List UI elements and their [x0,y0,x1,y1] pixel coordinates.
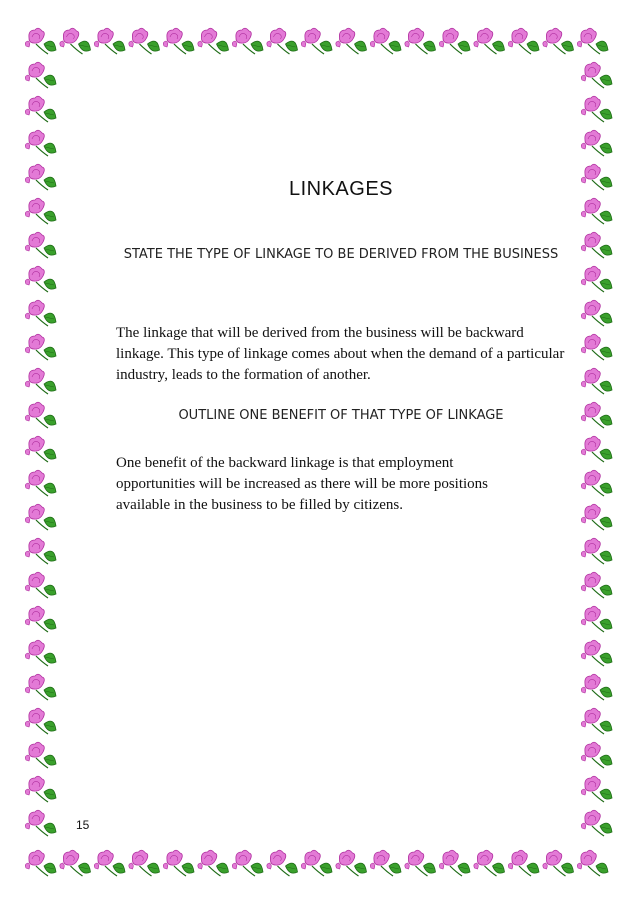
rose-icon [581,606,612,632]
rose-icon [25,130,56,156]
rose-icon [267,850,298,876]
section1-paragraph: The linkage that will be derived from the business will be backward linkage. This type of linkage comes about when the demand of a particular industry, leads to the formation of another. [116,325,565,383]
rose-icon [581,708,612,734]
rose-icon [25,606,56,632]
page-number: 15 [76,818,90,832]
rose-icon [25,368,56,394]
rose-icon [301,850,332,876]
rose-icon [577,850,608,876]
rose-icon [25,572,56,598]
rose-icon [581,470,612,496]
rose-icon [25,96,56,122]
rose-icon [267,28,298,54]
rose-icon [163,850,194,876]
rose-icon [25,640,56,666]
rose-icon [232,28,263,54]
rose-icon [25,300,56,326]
rose-icon [370,28,401,54]
rose-icon [370,850,401,876]
rose-icon [94,850,125,876]
rose-icon [581,232,612,258]
rose-icon [581,164,612,190]
rose-icon [25,708,56,734]
rose-icon [25,538,56,564]
rose-icon [581,402,612,428]
rose-icon [581,96,612,122]
rose-icon [25,674,56,700]
rose-icon [60,28,91,54]
rose-icon [543,850,574,876]
rose-icon [25,470,56,496]
section1-heading: STATE THE TYPE OF LINKAGE TO BE DERIVED FROM THE BUSINESS [123,247,559,262]
page-title: LINKAGES [288,178,394,200]
rose-icon [301,28,332,54]
rose-icon [474,28,505,54]
rose-icon [508,850,539,876]
rose-icon [25,776,56,802]
rose-icon [581,334,612,360]
rose-icon [581,266,612,292]
rose-icon [336,28,367,54]
rose-icon [581,62,612,88]
rose-icon [581,742,612,768]
rose-icon [439,28,470,54]
rose-icon [581,674,612,700]
rose-icon [581,776,612,802]
rose-icon [25,810,56,836]
rose-icon [60,850,91,876]
rose-icon [405,850,436,876]
rose-icon [25,28,56,54]
rose-icon [405,28,436,54]
rose-icon [581,810,612,836]
rose-icon [581,300,612,326]
rose-icon [508,28,539,54]
rose-icon [25,402,56,428]
rose-icon [129,850,160,876]
rose-icon [581,538,612,564]
rose-icon [543,28,574,54]
rose-icon [25,266,56,292]
rose-icon [25,232,56,258]
rose-icon [581,368,612,394]
rose-icon [25,436,56,462]
section2-heading: OUTLINE ONE BENEFIT OF THAT TYPE OF LINKAGE [178,408,504,423]
rose-icon [198,850,229,876]
rose-icon [25,198,56,224]
rose-icon [163,28,194,54]
rose-icon [577,28,608,54]
rose-icon [25,742,56,768]
rose-icon [25,334,56,360]
rose-icon [581,504,612,530]
rose-icon [439,850,470,876]
rose-icon [25,164,56,190]
rose-icon [581,640,612,666]
rose-icon [129,28,160,54]
rose-icon [198,28,229,54]
section2-paragraph: One benefit of the backward linkage is that employment opportunities will be increased as there will be more positions available in the business to be filled by citizens. [116,455,488,513]
rose-icon [581,572,612,598]
rose-icon [581,198,612,224]
rose-icon [581,130,612,156]
rose-icon [94,28,125,54]
rose-icon [474,850,505,876]
rose-icon [336,850,367,876]
rose-icon [25,850,56,876]
rose-icon [232,850,263,876]
rose-icon [25,504,56,530]
rose-icon [581,436,612,462]
rose-icon [25,62,56,88]
